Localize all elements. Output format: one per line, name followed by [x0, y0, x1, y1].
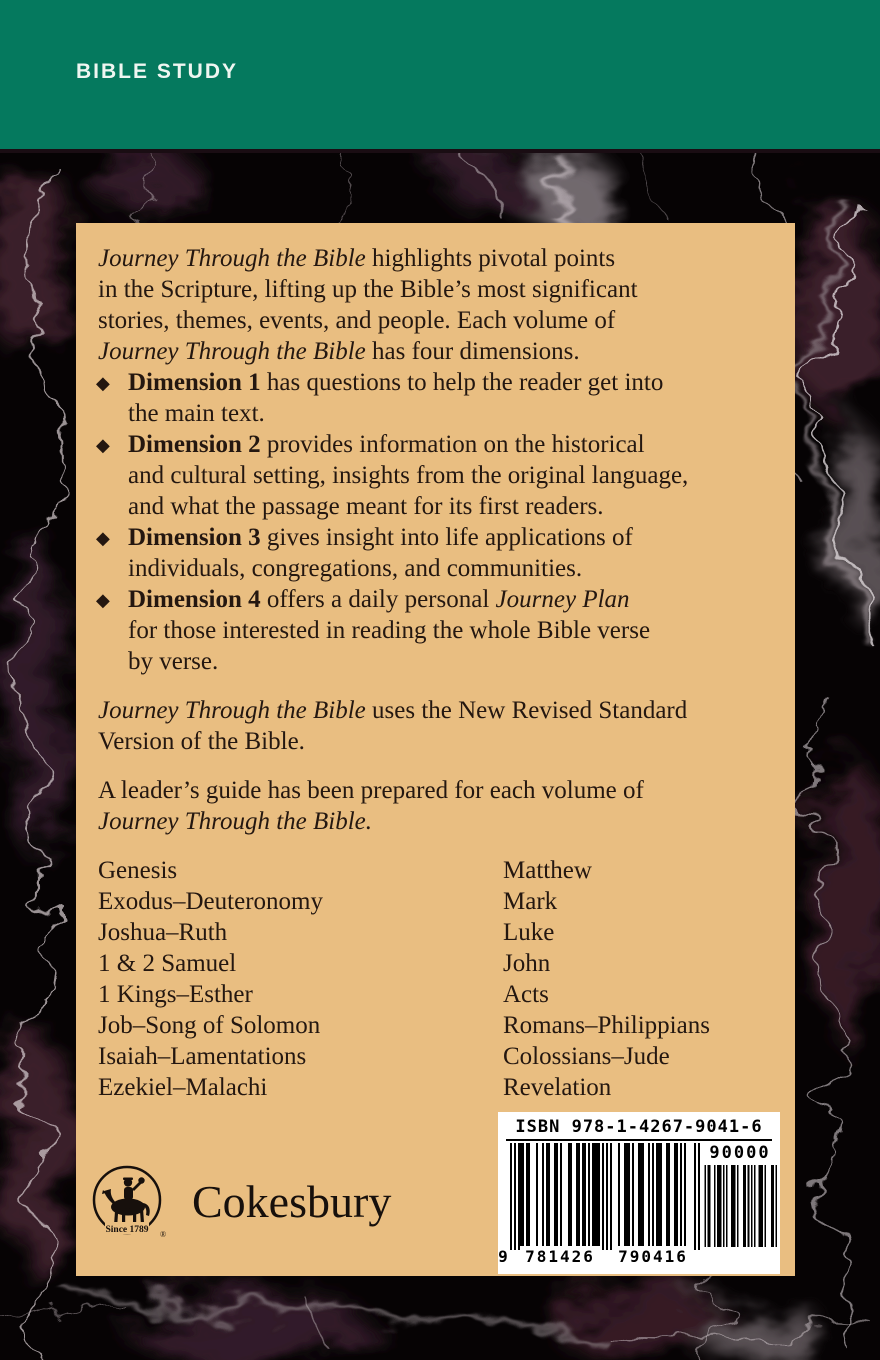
cokesbury-logo: [90, 1163, 166, 1239]
old-testament-column: [98, 855, 503, 1103]
dimension-text: Dimension 1 has questions to help the reader get into the main text.: [128, 369, 664, 427]
addon-bars: [703, 1165, 777, 1247]
dimension-item-4: [98, 584, 767, 677]
price-code: 90000: [709, 1143, 771, 1163]
volume-item: Ezekiel–Malachi: [98, 1074, 268, 1101]
volume-item: Colossians–Jude: [503, 1043, 670, 1070]
isbn-barcode: [498, 1112, 780, 1274]
volume-item: Revelation: [503, 1074, 612, 1101]
volume-item: Genesis: [98, 857, 178, 884]
dimension-item-2: [98, 429, 767, 522]
volume-item: Joshua–Ruth: [98, 919, 228, 946]
volume-item: Acts: [503, 981, 549, 1008]
new-testament-column: [503, 855, 767, 1103]
content-panel: [76, 223, 795, 1276]
isbn-divider: [506, 1139, 772, 1141]
translation-note: Journey Through the Bible uses the New Revised Standard Version of the Bible.: [98, 697, 688, 755]
barcode-digit-group: 790416: [612, 1246, 694, 1268]
dimension-list: [98, 367, 767, 677]
diamond-bullet-icon: ◆: [96, 435, 110, 456]
volume-item: John: [503, 950, 551, 977]
diamond-bullet-icon: ◆: [96, 528, 110, 549]
volume-item: Matthew: [503, 857, 592, 884]
volume-item: 1 & 2 Samuel: [98, 950, 237, 977]
barcode-digit-group: 9: [498, 1247, 510, 1266]
dimension-item-3: [98, 522, 767, 584]
diamond-bullet-icon: ◆: [96, 373, 110, 394]
dimension-text: Dimension 2 provides information on the historical and cultural setting, insights from the original language, and what the passage meant for its first readers.: [128, 431, 689, 520]
publisher-tagline: Since 1789: [105, 1225, 149, 1235]
circuit-rider-icon: [102, 1177, 150, 1226]
barcode-digits: [498, 1246, 780, 1268]
leaders-guide-note: A leader’s guide has been prepared for each volume of Journey Through the Bible.: [98, 777, 644, 835]
volume-list: [98, 855, 767, 1103]
publisher-block: [90, 1163, 391, 1239]
dimension-item-1: [98, 367, 767, 429]
isbn-number: ISBN 978-1-4267-9041-6: [515, 1117, 763, 1137]
diamond-bullet-icon: ◆: [96, 590, 110, 611]
barcode-digit-group: 781426: [520, 1246, 600, 1268]
category-band: [0, 0, 880, 153]
volume-item: 1 Kings–Esther: [98, 981, 253, 1008]
volume-item: Romans–Philippians: [503, 1012, 710, 1039]
publisher-wordmark: Cokesbury: [192, 1175, 392, 1227]
dimension-text: Dimension 3 gives insight into life applications of individuals, congregations, and communities.: [128, 524, 633, 582]
dimension-text: Dimension 4 offers a daily personal Journey Plan for those interested in reading the whole Bible verse by verse.: [128, 586, 651, 675]
barcode-addon: [702, 1143, 778, 1247]
volume-item: Mark: [503, 888, 558, 915]
ean13-bars: [510, 1143, 700, 1250]
volume-item: Exodus–Deuteronomy: [98, 888, 323, 915]
volume-item: Luke: [503, 919, 555, 946]
category-label: BIBLE STUDY: [76, 60, 239, 83]
registered-trademark-symbol: ®: [160, 1230, 166, 1239]
volume-item: Isaiah–Lamentations: [98, 1043, 307, 1070]
intro-paragraph: Journey Through the Bible highlights pivotal points in the Scripture, lifting up the Bible’s most significant stories, themes, events, and people. Each volume of Journey Through the Bible has four dimensions.: [98, 245, 638, 365]
volume-item: Job–Song of Solomon: [98, 1012, 321, 1039]
